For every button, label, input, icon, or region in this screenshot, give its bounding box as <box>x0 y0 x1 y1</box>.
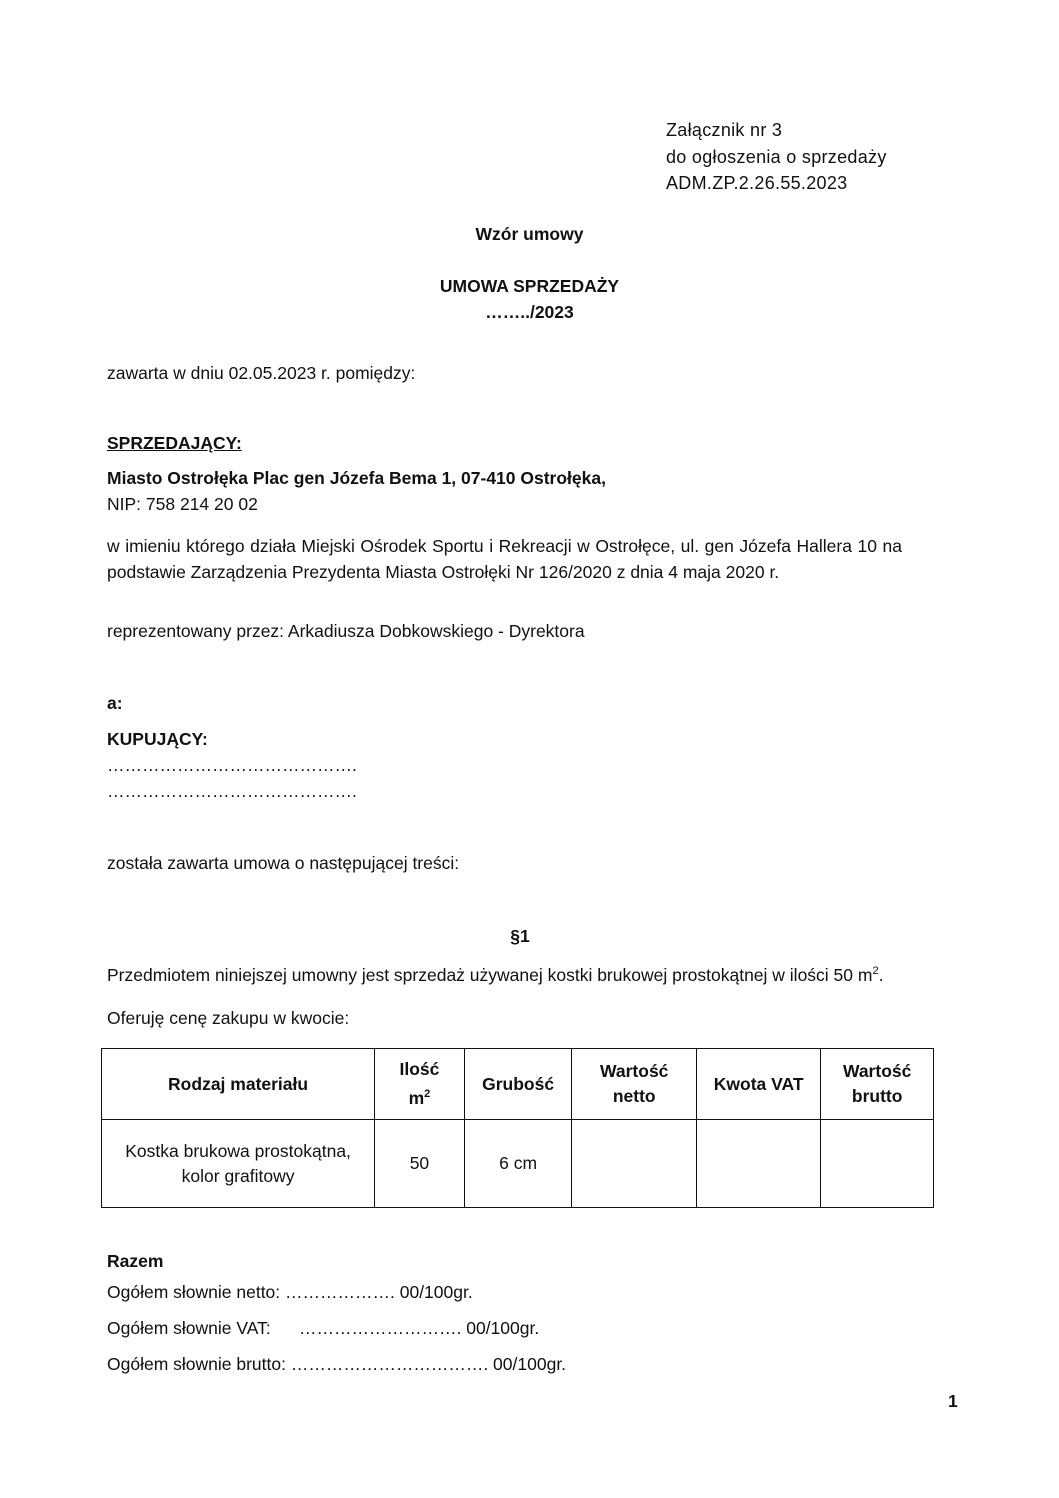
header-material-text: Rodzaj materiału <box>168 1073 309 1094</box>
cell-net-value <box>572 1120 697 1208</box>
total-vat-label: Ogółem słownie VAT: <box>107 1318 271 1338</box>
total-gross: Ogółem słownie brutto: ……………………………. 00/100gr. <box>107 1354 567 1374</box>
seller-representative: reprezentowany przez: Arkadiusza Dobkowskiego - Dyrektora <box>107 621 585 641</box>
page-number: 1 <box>948 1391 958 1411</box>
buyer-line-1: ……………………………………. <box>107 755 357 775</box>
material-line-1: Kostka brukowa prostokątna, <box>125 1140 351 1161</box>
totals-label: Razem <box>107 1251 164 1271</box>
header-quantity-sup: 2 <box>424 1088 431 1101</box>
price-table <box>101 1048 934 1208</box>
cell-gross-value <box>821 1120 934 1208</box>
conjunction: a: <box>107 693 123 713</box>
buyer-label: KUPUJĄCY: <box>107 729 208 749</box>
header-net-text: Wartość <box>600 1061 669 1081</box>
subject-end: . <box>878 964 884 985</box>
subject-text: Przedmiotem niniejszej umowny jest sprzedaż używanej kostki brukowej prostokątnej w ilości 50 m <box>107 964 873 985</box>
section-mark: §1 <box>510 926 530 946</box>
subject-superscript: 2 <box>872 965 879 977</box>
intro-text: zawarta w dniu 02.05.2023 r. pomiędzy: <box>107 363 416 383</box>
header-net-value <box>572 1049 697 1120</box>
contract-subject <box>107 960 883 986</box>
seller-label: SPRZEDAJĄCY: <box>107 433 242 453</box>
total-net: Ogółem słownie netto: ………………. 00/100gr. <box>107 1282 473 1302</box>
header-vat-text: Kwota VAT <box>713 1073 804 1094</box>
attachment-line-2: do ogłoszenia o sprzedaży <box>666 146 887 167</box>
header-material <box>102 1049 375 1120</box>
header-net-line2: netto <box>612 1086 656 1106</box>
attachment-line-3: ADM.ZP.2.26.55.2023 <box>666 173 848 193</box>
header-quantity-unit: m <box>408 1087 425 1108</box>
header-quantity-text: Ilość <box>399 1059 440 1080</box>
header-thickness <box>464 1049 572 1120</box>
concluded-text: została zawarta umowa o następującej treści: <box>107 853 460 873</box>
header-gross-value <box>821 1049 934 1120</box>
seller-acting: w imieniu którego działa Miejski Ośrodek Sportu i Rekreacji w Ostrołęce, ul. gen Józefa Hallera 10 na podstawie Zarządzenia Prezydenta Miasta Ostrołęki Nr 126/2020 z dnia 4 maja 2020 r. <box>107 536 902 582</box>
contract-title: UMOWA SPRZEDAŻY <box>439 276 620 296</box>
header-gross-line2: brutto <box>851 1086 903 1106</box>
cell-material <box>102 1120 375 1208</box>
table-header-row <box>102 1049 934 1120</box>
header-vat-amount <box>696 1049 820 1120</box>
total-vat-value: ………………………. 00/100gr. <box>299 1318 540 1338</box>
buyer-line-2: ……………………………………. <box>107 781 357 801</box>
header-thickness-text: Grubość <box>482 1073 555 1094</box>
cell-quantity: 50 <box>375 1120 465 1208</box>
attachment-line-1: Załącznik nr 3 <box>666 120 783 140</box>
offer-text: Oferuję cenę zakupu w kwocie: <box>107 1008 350 1028</box>
seller-nip: NIP: 758 214 20 02 <box>107 494 258 514</box>
header-quantity <box>375 1049 465 1120</box>
table-row <box>102 1120 934 1208</box>
cell-thickness: 6 cm <box>464 1120 572 1208</box>
cell-vat-amount <box>696 1120 820 1208</box>
contract-number: ……../2023 <box>485 302 574 322</box>
material-line-2: kolor grafitowy <box>181 1165 295 1186</box>
attachment-note <box>666 117 887 197</box>
template-title: Wzór umowy <box>475 224 584 244</box>
seller-name: Miasto Ostrołęka Plac gen Józefa Bema 1, 07-410 Ostrołęka, <box>107 468 606 488</box>
header-gross-text: Wartość <box>842 1061 912 1081</box>
